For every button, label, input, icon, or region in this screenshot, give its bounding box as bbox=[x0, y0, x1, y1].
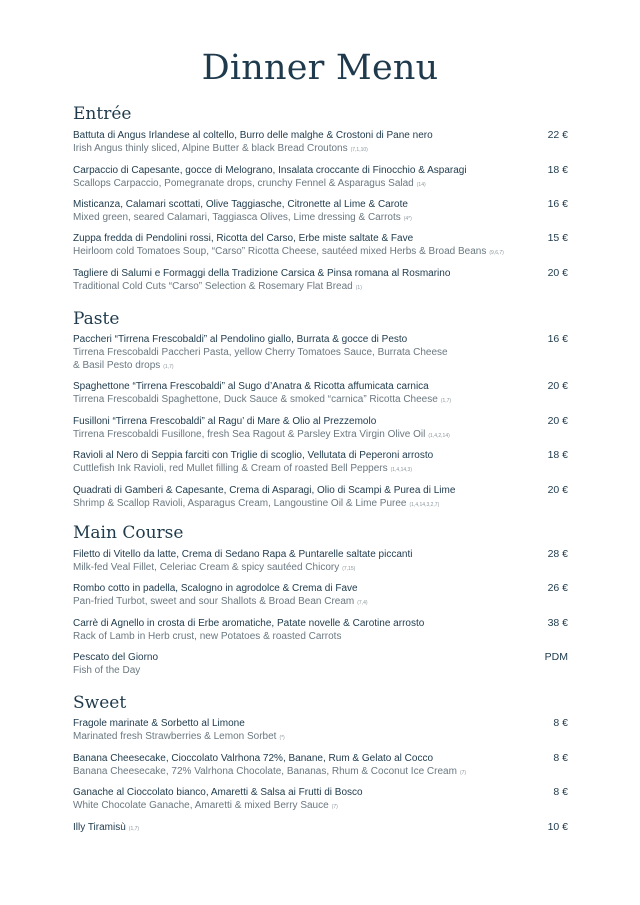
menu-item bbox=[73, 164, 568, 192]
item-name-english: Banana Cheesecake, 72% Valrhona Chocolate, Bananas, Rhum & Coconut Ice Cream bbox=[73, 766, 457, 777]
item-price: PDM bbox=[544, 651, 568, 663]
item-name-italian: Carpaccio di Capesante, gocce di Melograno, Insalata croccante di Finocchio & Asparagi bbox=[73, 165, 467, 176]
menu-item bbox=[73, 333, 568, 374]
item-price: 20 € bbox=[547, 484, 568, 496]
menu-item bbox=[73, 484, 568, 512]
item-name-english: Shrimp & Scallop Ravioli, Asparagus Cream, Langoustine Oil & Lime Puree bbox=[73, 498, 407, 509]
allergen-codes: (7,15) bbox=[342, 566, 356, 572]
item-name-italian: Carrè di Agnello in crosta di Erbe aromatiche, Patate novelle & Carotine arrosto bbox=[73, 618, 425, 629]
menu-title: Dinner Menu bbox=[201, 48, 439, 88]
item-name-english: Marinated fresh Strawberries & Lemon Sorbet bbox=[73, 731, 277, 742]
item-name-english: Heirloom cold Tomatoes Soup, “Carso” Ricotta Cheese, sautéed mixed Herbs & Broad Beans bbox=[73, 246, 487, 257]
item-price: 18 € bbox=[547, 449, 568, 461]
item-name-italian: Spaghettone “Tirrena Frescobaldi” al Sugo d’Anatra & Ricotta affumicata carnica bbox=[73, 381, 429, 392]
item-name-italian: Filetto di Vitello da latte, Crema di Sedano Rapa & Puntarelle saltate piccanti bbox=[73, 549, 413, 560]
item-name-english: Irish Angus thinly sliced, Alpine Butter & black Bread Croutons bbox=[73, 143, 348, 154]
menu-item bbox=[73, 582, 568, 610]
item-name-italian: Fusilloni “Tirrena Frescobaldi” al Ragu’ di Mare & Olio al Prezzemolo bbox=[73, 416, 377, 427]
allergen-codes: (7,4) bbox=[357, 600, 368, 606]
item-name-italian: Misticanza, Calamari scottati, Olive Taggiasche, Citronette al Lime & Carote bbox=[73, 199, 408, 210]
allergen-codes: (1,4,14,3,2,7) bbox=[409, 502, 440, 508]
item-name-italian: Banana Cheesecake, Cioccolato Valrhona 72%, Banane, Rum & Gelato al Cocco bbox=[73, 753, 434, 764]
menu-item bbox=[73, 717, 568, 745]
item-name-italian: Tagliere di Salumi e Formaggi della Tradizione Carsica & Pinsa romana al Rosmarino bbox=[73, 268, 451, 279]
allergen-codes: (7) bbox=[331, 804, 338, 810]
allergen-codes: (1,7) bbox=[128, 826, 140, 832]
allergen-codes: (1,4,14,3) bbox=[390, 467, 412, 473]
menu-item bbox=[73, 617, 568, 643]
section-title-paste: Paste bbox=[73, 309, 120, 329]
allergen-codes: (9,6,7) bbox=[489, 250, 504, 256]
item-name-italian: Ravioli al Nero di Seppia farciti con Triglie di scoglio, Vellutata di Peperoni arrosto bbox=[73, 450, 434, 461]
allergen-codes: (*) bbox=[279, 735, 285, 741]
item-name-english: Scallops Carpaccio, Pomegranate drops, crunchy Fennel & Asparagus Salad bbox=[73, 178, 414, 189]
menu-item bbox=[73, 129, 568, 157]
item-name-italian: Quadrati di Gamberi & Capesante, Crema di Asparagi, Olio di Scampi & Purea di Lime bbox=[73, 485, 456, 496]
menu-item bbox=[73, 548, 568, 576]
item-name-english: Fish of the Day bbox=[73, 665, 141, 676]
menu-item bbox=[73, 198, 568, 226]
allergen-codes: (1,7) bbox=[440, 398, 452, 404]
menu-item bbox=[73, 786, 568, 814]
item-name-english: Cuttlefish Ink Ravioli, red Mullet filling & Cream of roasted Bell Peppers bbox=[73, 463, 388, 474]
item-name-english: Traditional Cold Cuts “Carso” Selection & Rosemary Flat Bread bbox=[73, 281, 353, 292]
item-name-english: Tirrena Frescobaldi Fusillone, fresh Sea Ragout & Parsley Extra Virgin Olive Oil bbox=[73, 429, 426, 440]
item-price: 20 € bbox=[547, 267, 568, 279]
item-price: 8 € bbox=[553, 752, 568, 764]
item-name-italian: Battuta di Angus Irlandese al coltello, Burro delle malghe & Crostoni di Pane nero bbox=[73, 130, 433, 141]
allergen-codes: (14) bbox=[416, 182, 426, 188]
item-name-english: Tirrena Frescobaldi Spaghettone, Duck Sauce & smoked “carnica” Ricotta Cheese bbox=[73, 394, 438, 405]
item-name-english: Mixed green, seared Calamari, Taggiasca Olives, Lime dressing & Carrots bbox=[73, 212, 401, 223]
item-price: 28 € bbox=[547, 548, 568, 560]
item-name-italian: Ganache al Cioccolato bianco, Amaretti & Salsa ai Frutti di Bosco bbox=[73, 787, 363, 798]
item-name-italian: Fragole marinate & Sorbetto al Limone bbox=[73, 718, 245, 729]
allergen-codes: (1,7) bbox=[163, 364, 174, 370]
item-name-italian: Zuppa fredda di Pendolini rossi, Ricotta del Carso, Erbe miste saltate & Fave bbox=[73, 233, 414, 244]
menu-item bbox=[73, 267, 568, 295]
item-name-english: Tirrena Frescobaldi Paccheri Pasta, yellow Cherry Tomatoes Sauce, Burrata Cheese bbox=[73, 347, 448, 358]
item-name-italian: Pescato del Giorno bbox=[73, 652, 159, 663]
item-price: 20 € bbox=[547, 380, 568, 392]
menu-item bbox=[73, 821, 568, 836]
menu-item bbox=[73, 415, 568, 443]
item-price: 18 € bbox=[547, 164, 568, 176]
section-title-sweet: Sweet bbox=[73, 693, 127, 713]
section-title-entree: Entrée bbox=[73, 104, 132, 124]
item-price: 20 € bbox=[547, 415, 568, 427]
menu-item bbox=[73, 380, 568, 408]
section-title-main-course: Main Course bbox=[73, 523, 184, 543]
item-name-english: Milk-fed Veal Fillet, Celeriac Cream & spicy sautéed Chicory bbox=[73, 562, 340, 573]
allergen-codes: (1) bbox=[355, 285, 362, 291]
allergen-codes: (7,1,10) bbox=[350, 147, 368, 153]
allergen-codes: (7) bbox=[459, 770, 467, 776]
item-price: 8 € bbox=[553, 786, 568, 798]
allergen-codes: (4*) bbox=[403, 216, 412, 222]
item-price: 15 € bbox=[547, 232, 568, 244]
item-price: 38 € bbox=[547, 617, 568, 629]
item-name-english: Rack of Lamb in Herb crust, new Potatoes & roasted Carrots bbox=[73, 631, 342, 642]
item-name-italian: Paccheri “Tirrena Frescobaldi” al Pendolino giallo, Burrata & gocce di Pesto bbox=[73, 334, 408, 345]
allergen-codes: (1,4,2,14) bbox=[428, 433, 450, 439]
item-price: 16 € bbox=[547, 198, 568, 210]
item-price: 16 € bbox=[547, 333, 568, 345]
item-price: 8 € bbox=[553, 717, 568, 729]
item-name-italian: Rombo cotto in padella, Scalogno in agrodolce & Crema di Fave bbox=[73, 583, 358, 594]
item-name-english: White Chocolate Ganache, Amaretti & mixed Berry Sauce bbox=[73, 800, 329, 811]
item-price: 26 € bbox=[547, 582, 568, 594]
item-name-english-cont: & Basil Pesto drops bbox=[73, 360, 161, 371]
menu-item bbox=[73, 232, 568, 260]
item-price: 10 € bbox=[547, 821, 568, 833]
item-name-italian: Illy Tiramisù bbox=[73, 822, 126, 833]
item-name-english: Pan-fried Turbot, sweet and sour Shallots & Broad Bean Cream bbox=[73, 596, 355, 607]
item-price: 22 € bbox=[547, 129, 568, 141]
menu-item bbox=[73, 449, 568, 477]
menu-item bbox=[73, 651, 568, 677]
menu-item bbox=[73, 752, 568, 780]
